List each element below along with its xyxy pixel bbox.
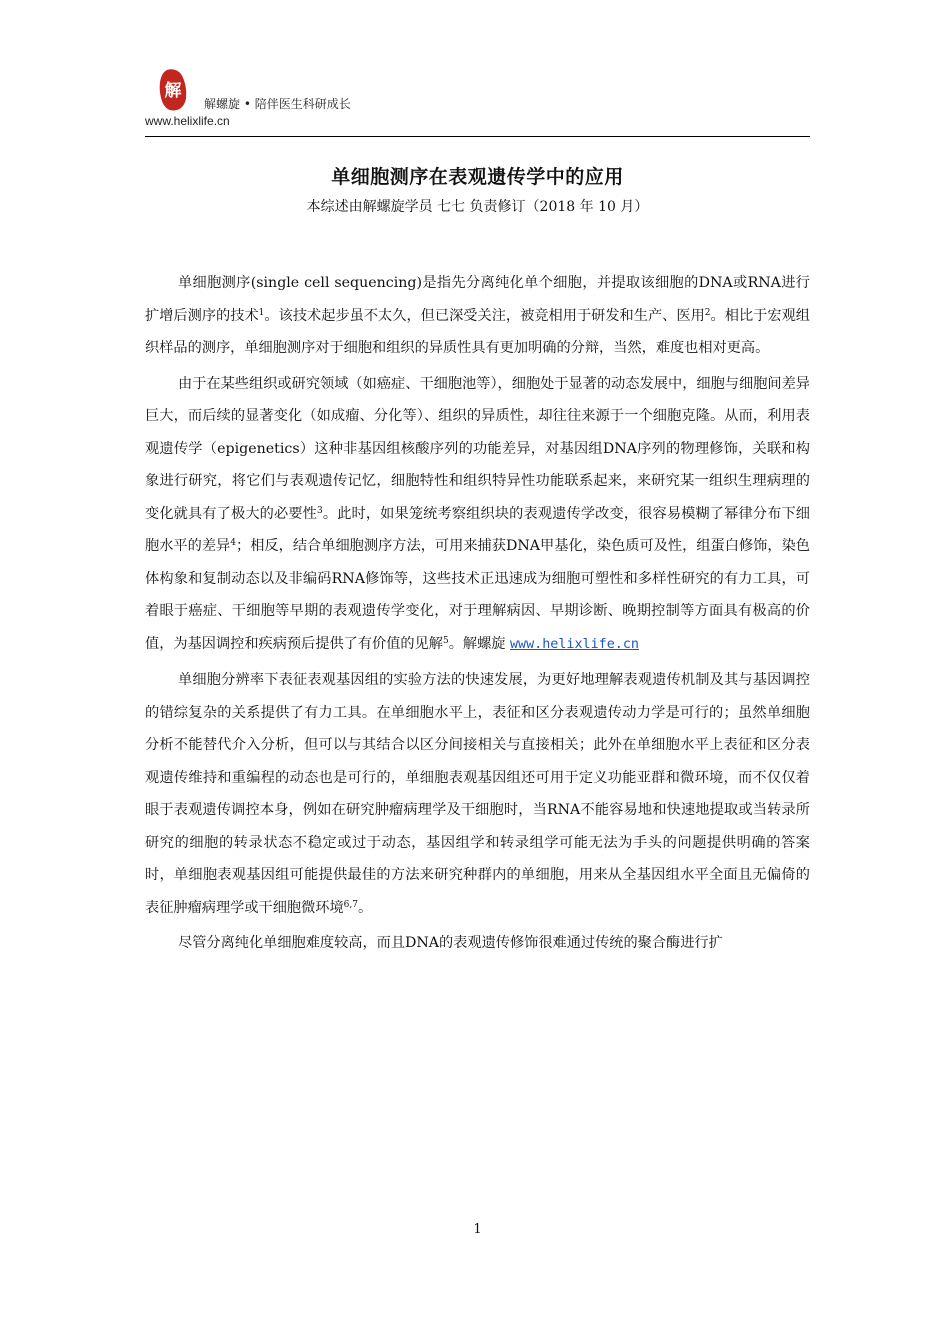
paragraph-text: 单细胞测序(single cell sequencing)是指先分离纯化单个细胞，并提取该细胞的DNA或RNA进行扩增后测序的技术 [145,275,810,324]
citation-ref: 4 [230,538,236,548]
paragraph-text: 。解螺旋 [448,635,506,652]
header-divider [145,136,810,137]
paragraph-text: 。此时，如果笼统考察组织块的表观遗传学改变，很容易模糊了幂律分布下细胞水平的差异 [145,505,810,554]
header-url: www.helixlife.cn [145,114,230,128]
page-header [145,62,810,140]
helixlife-seal-logo [158,68,188,112]
page-number: 1 [473,1222,482,1237]
citation-ref: 3 [316,505,323,516]
paragraph-3 [145,664,810,924]
paragraph-text: 单细胞分辨率下表征表观基因组的实验方法的快速发展，为更好地理解表观遗传机制及其与基因调控的错综复杂的关系提供了有力工具。在单细胞水平上，表征和区分表观遗传动力学是可行的；虽然单细胞分析不能替代介入分析，但可以与其结合以区分间接相关与直接相关；此外在单细胞水平上表征和区分表观遗传维持和重编程的动态也是可行的，单细胞表观基因组还可用于定义功能亚群和微环境，而不仅仅着眼于表观遗传调控本身，例如在研究肿瘤病理学及干细胞时，当RNA不能容易地和快速地提取或当转录所研究的细胞的转录状态不稳定或过于动态，基因组学和转录组学可能无法为手头的问题提供明确的答案时，单细胞表观基因组可能提供最佳的方法来研究种群内的单细胞，用来从全基因组水平全面且无偏倚的表征肿瘤病理学或干细胞微环境 [145,672,810,916]
document-body [145,267,810,963]
paragraph-text: ；相反，结合单细胞测序方法，可用来捕获DNA甲基化，染色质可及性，组蛋白修饰，染色体构象和复制动态以及非编码RNA修饰等，这些技术正迅速成为细胞可塑性和多样性研究的有力工具，可着眼于癌症、干细胞等早期的表观遗传学变化，对于理解病因、早期诊断、晚期控制等方面具有极高的价值，为基因调控和疾病预后提供了有价值的见解 [145,538,810,652]
citation-ref: 5 [442,635,449,646]
document-title: 单细胞测序在表观遗传学中的应用 [331,165,624,188]
paragraph-2 [145,368,810,662]
citation-ref: 2 [704,307,711,318]
citation-ref: 1 [258,307,265,318]
paragraph-4 [145,927,810,960]
paragraph-text: 。该技术起步虽不太久，但已深受关注，被竞相用于研发和生产、医用 [264,307,705,324]
paragraph-text: 由于在某些组织或研究领域（如癌症、干细胞池等），细胞处于显著的动态发展中，细胞与细胞间差异巨大，而后续的显著变化（如成瘤、分化等）、组织的异质性，却往往来源于一个细胞克隆。从而，利用表观遗传学（epigenetics）这种非基因组核酸序列的功能差异，对基因组DNA序列的物理修饰，关联和构象进行研究，将它们与表观遗传记忆，细胞特性和组织特异性功能联系起来，来研究某一组织生理病理的变化就具有了极大的必要性 [145,375,810,522]
document-subtitle: 本综述由解螺旋学员 七七 负责修订（2018 年 10 月） [306,199,649,215]
helixlife-link[interactable]: www.helixlife.cn [509,636,639,652]
paragraph-text: 尽管分离纯化单细胞难度较高，而且DNA的表观遗传修饰很难通过传统的聚合酶进行扩 [178,935,723,951]
header-slogan: 解螺旋 • 陪伴医生科研成长 [204,97,351,111]
paragraph-text: 。相比于宏观组织样品的测序，单细胞测序对于细胞和组织的异质性具有更加明确的分辩，当然，难度也相对更高。 [145,307,810,356]
paragraph-text: 。 [357,899,373,916]
paragraph-1 [145,267,810,365]
citation-ref: 6,7 [343,899,358,910]
svg-text:解: 解 [164,81,182,101]
